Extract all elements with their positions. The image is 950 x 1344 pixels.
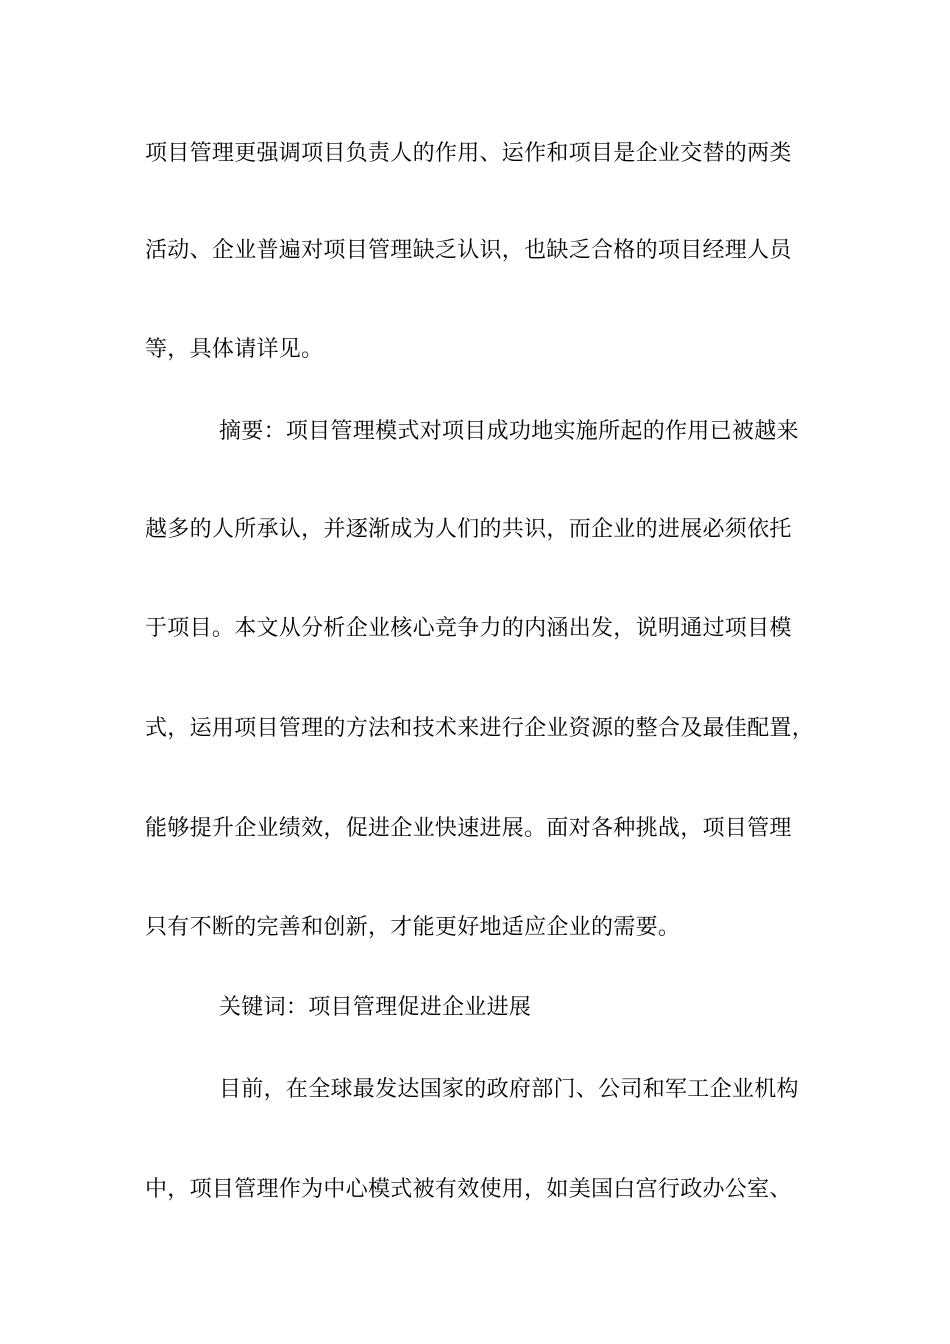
text-line: 活动、企业普遍对项目管理缺乏认识，也缺乏合格的项目经理人员 bbox=[145, 238, 792, 263]
text-line: 能够提升企业绩效，促进企业快速进展。面对各种挑战，项目管理 bbox=[145, 816, 792, 841]
text-line: 中，项目管理作为中心模式被有效使用，如美国白宫行政办公室、 bbox=[145, 1177, 792, 1202]
text-line: 只有不断的完善和创新，才能更好地适应企业的需要。 bbox=[145, 915, 681, 940]
text-line: 越多的人所承认，并逐渐成为人们的共识，而企业的进展必须依托 bbox=[145, 517, 792, 542]
text-line: 目前，在全球最发达国家的政府部门、公司和军工企业机构 bbox=[219, 1077, 799, 1102]
text-line: 于项目。本文从分析企业核心竞争力的内涵出发，说明通过项目模 bbox=[145, 616, 792, 641]
text-line: 等，具体请详见。 bbox=[145, 337, 324, 362]
text-line: 关键词：项目管理促进企业进展 bbox=[219, 995, 532, 1020]
text-line: 摘要：项目管理模式对项目成功地实施所起的作用已被越来 bbox=[219, 419, 799, 444]
text-line: 式，运用项目管理的方法和技术来进行企业资源的整合及最佳配置， bbox=[145, 716, 815, 741]
text-line: 项目管理更强调项目负责人的作用、运作和项目是企业交替的两类 bbox=[145, 141, 792, 166]
